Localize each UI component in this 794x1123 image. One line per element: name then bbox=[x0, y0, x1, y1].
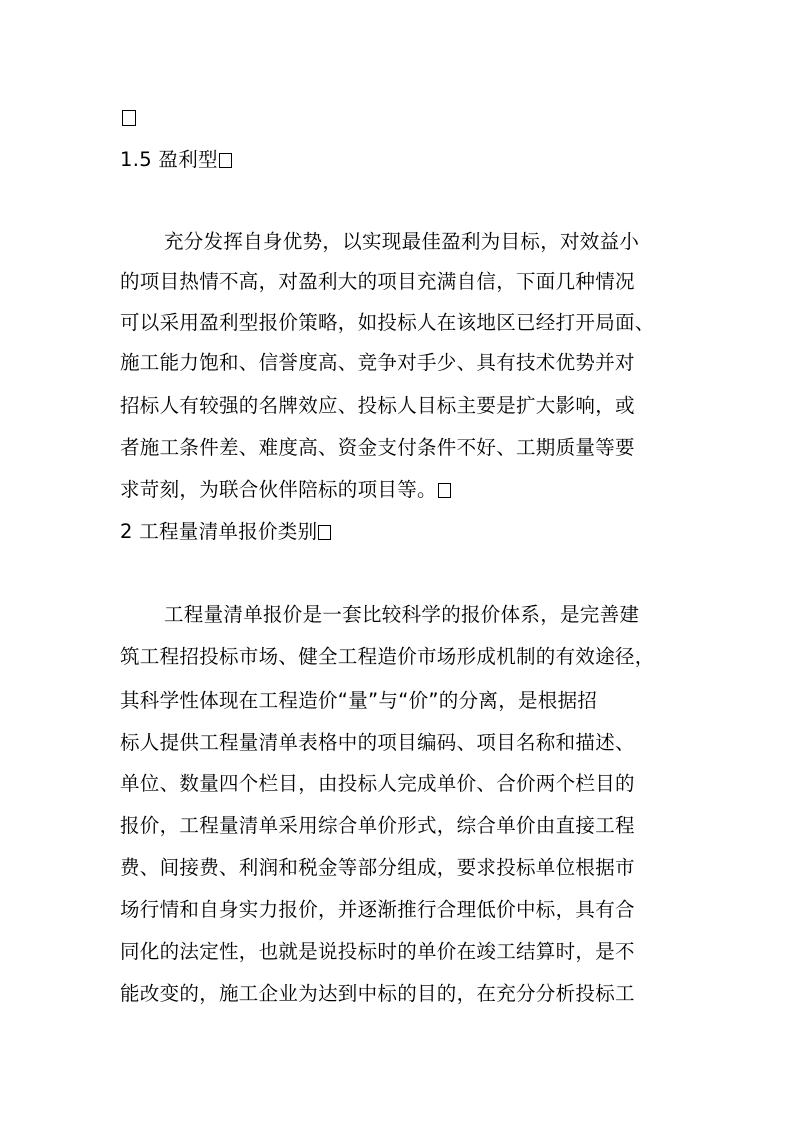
paragraph-line: 的项目热情不高，对盈利大的项目充满自信，下面几种情况 bbox=[120, 270, 635, 293]
paragraph-line: 施工能力饱和、信誉度高、竞争对手少、具有技术优势并对 bbox=[120, 351, 635, 374]
paragraph-line: 场行情和自身实力报价，并逐渐推行合理低价中标，具有合 bbox=[120, 898, 635, 921]
paragraph-line: 单位、数量四个栏目，由投标人完成单价、合价两个栏目的 bbox=[120, 772, 635, 795]
paragraph-line-last: 求苛刻，为联合伙伴陪标的项目等。 bbox=[120, 478, 451, 502]
paragraph-line: 报价，工程量清单采用综合单价形式，综合单价由直接工程 bbox=[120, 814, 635, 837]
paragraph-line: 标人提供工程量清单表格中的项目编码、项目名称和描述、 bbox=[120, 731, 635, 754]
paragraph-line: 同化的法定性，也就是说投标时的单价在竣工结算时，是不 bbox=[120, 940, 635, 963]
placeholder-box-icon bbox=[122, 110, 136, 126]
placeholder-box-icon bbox=[438, 483, 451, 498]
paragraph-line: 者施工条件差、难度高、资金支付条件不好、工期质量等要 bbox=[120, 436, 635, 459]
paragraph-line: 充分发挥自身优势，以实现最佳盈利为目标，对效益小 bbox=[164, 230, 640, 253]
placeholder-box-icon bbox=[318, 525, 331, 540]
paragraph-line: 能改变的，施工企业为达到中标的目的，在充分分析投标工 bbox=[120, 982, 635, 1005]
paragraph-line: 费、间接费、利润和税金等部分组成，要求投标单位根据市 bbox=[120, 856, 635, 879]
section-2-heading: 2 工程量清单报价类别 bbox=[120, 520, 331, 544]
paragraph-line: 筑工程招投标市场、健全工程造价市场形成机制的有效途径， bbox=[120, 645, 655, 668]
paragraph-line: 可以采用盈利型报价策略，如投标人在该地区已经打开局面、 bbox=[120, 311, 655, 334]
paragraph-line: 招标人有较强的名牌效应、投标人目标主要是扩大影响，或 bbox=[120, 394, 635, 417]
section-1-5-heading: 1.5 盈利型 bbox=[120, 148, 232, 172]
paragraph-line: 工程量清单报价是一套比较科学的报价体系，是完善建 bbox=[164, 603, 640, 626]
placeholder-box-icon bbox=[219, 153, 232, 168]
paragraph-line: 其科学性体现在工程造价“量”与“价”的分离，是根据招 bbox=[120, 689, 598, 712]
